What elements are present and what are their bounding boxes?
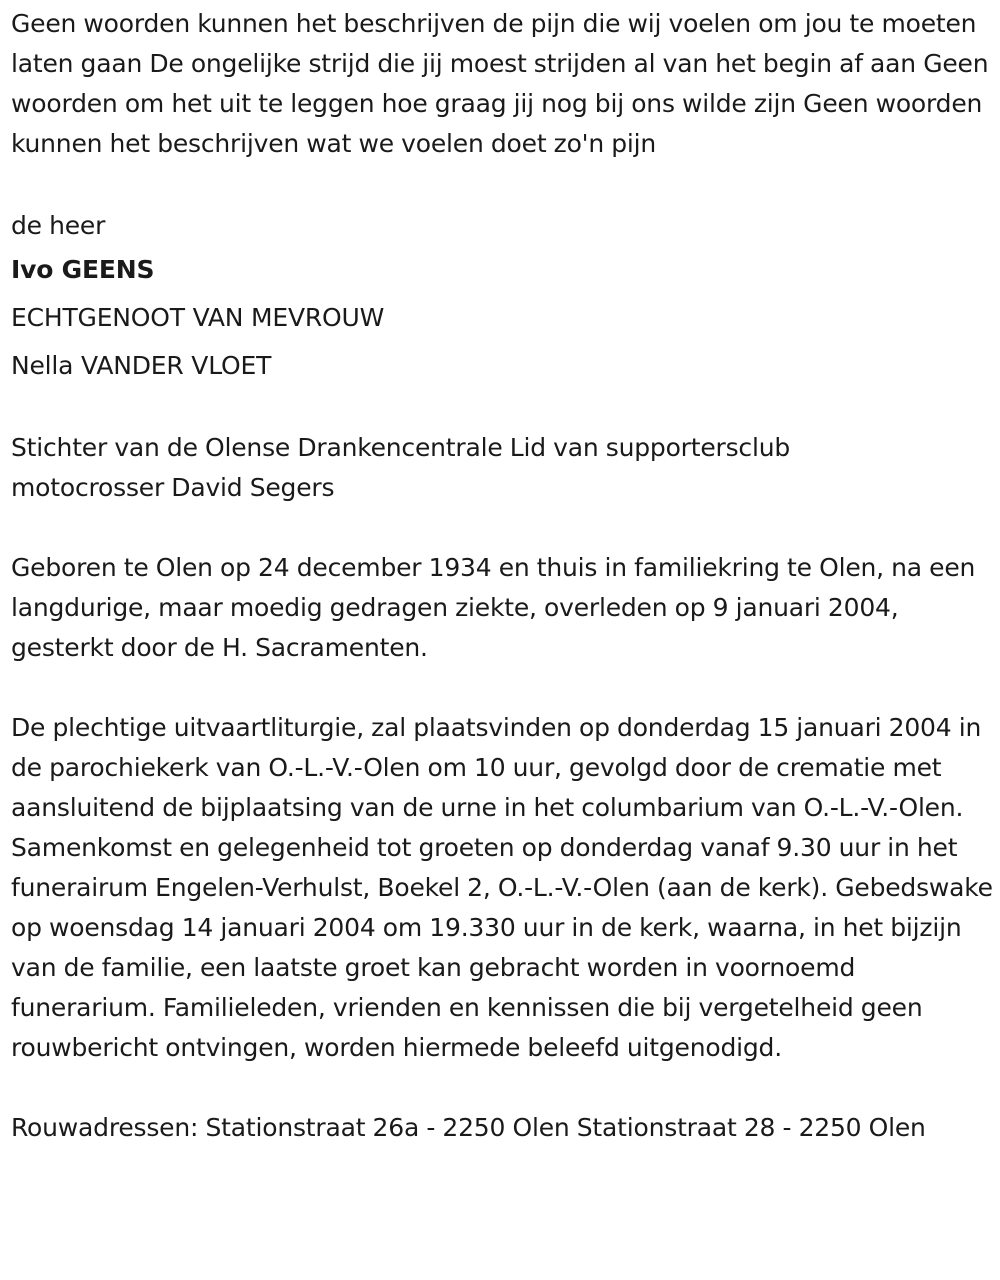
birth-death-text: Geboren te Olen op 24 december 1934 en thuis in familiekring te Olen, na een langdurige, maar moedig gedragen ziekte, overleden op 9 januari 2004, gesterkt door de H. Sacramenten. [11, 553, 976, 662]
spacer [11, 668, 995, 708]
poem-text: Geen woorden kunnen het beschrijven de pijn die wij voelen om jou te moeten laten gaan De ongelijke strijd die jij moest strijden al van het begin af aan Geen woorden om het uit te leggen hoe graag jij nog bij ons wilde zijn Geen woorden kunnen het beschrijven wat we voelen doet zo'n pijn [11, 9, 989, 158]
funeral-notice [11, 4, 995, 1148]
spacer [11, 1068, 995, 1108]
spacer [11, 508, 995, 548]
spouse-title: ECHTGENOOT VAN MEVROUW [11, 303, 385, 332]
salutation: de heer [11, 211, 106, 240]
roles-text: Stichter van de Olense Drankencentrale Lid van supportersclub motocrosser David Segers [11, 433, 791, 502]
deceased-name: Ivo GEENS [11, 255, 155, 284]
addresses-text: Rouwadressen: Stationstraat 26a - 2250 Olen Stationstraat 28 - 2250 Olen [11, 1113, 926, 1142]
ceremony-text: De plechtige uitvaartliturgie, zal plaatsvinden op donderdag 15 januari 2004 in de parochiekerk van O.-L.-V.-Olen om 10 uur, gevolgd door de crematie met aansluitend de bijplaatsing van de urne in het columbarium van O.-L.-V.-Olen. Samenkomst en gelegenheid tot groeten op donderdag vanaf 9.30 uur in het funerairum Engelen-Verhulst, Boekel 2, O.-L.-V.-Olen (aan de kerk). Gebedswake op woensdag 14 januari 2004 om 19.330 uur in de kerk, waarna, in het bijzijn van de familie, een laatste groet kan gebracht worden in voornoemd funerarium. Familieleden, vrienden en kennissen die bij vergetelheid geen rouwbericht ontvingen, worden hiermede beleefd uitgenodigd. [11, 713, 993, 1062]
spacer [11, 164, 995, 204]
spouse-name: Nella VANDER VLOET [11, 351, 272, 380]
spacer [11, 390, 995, 428]
